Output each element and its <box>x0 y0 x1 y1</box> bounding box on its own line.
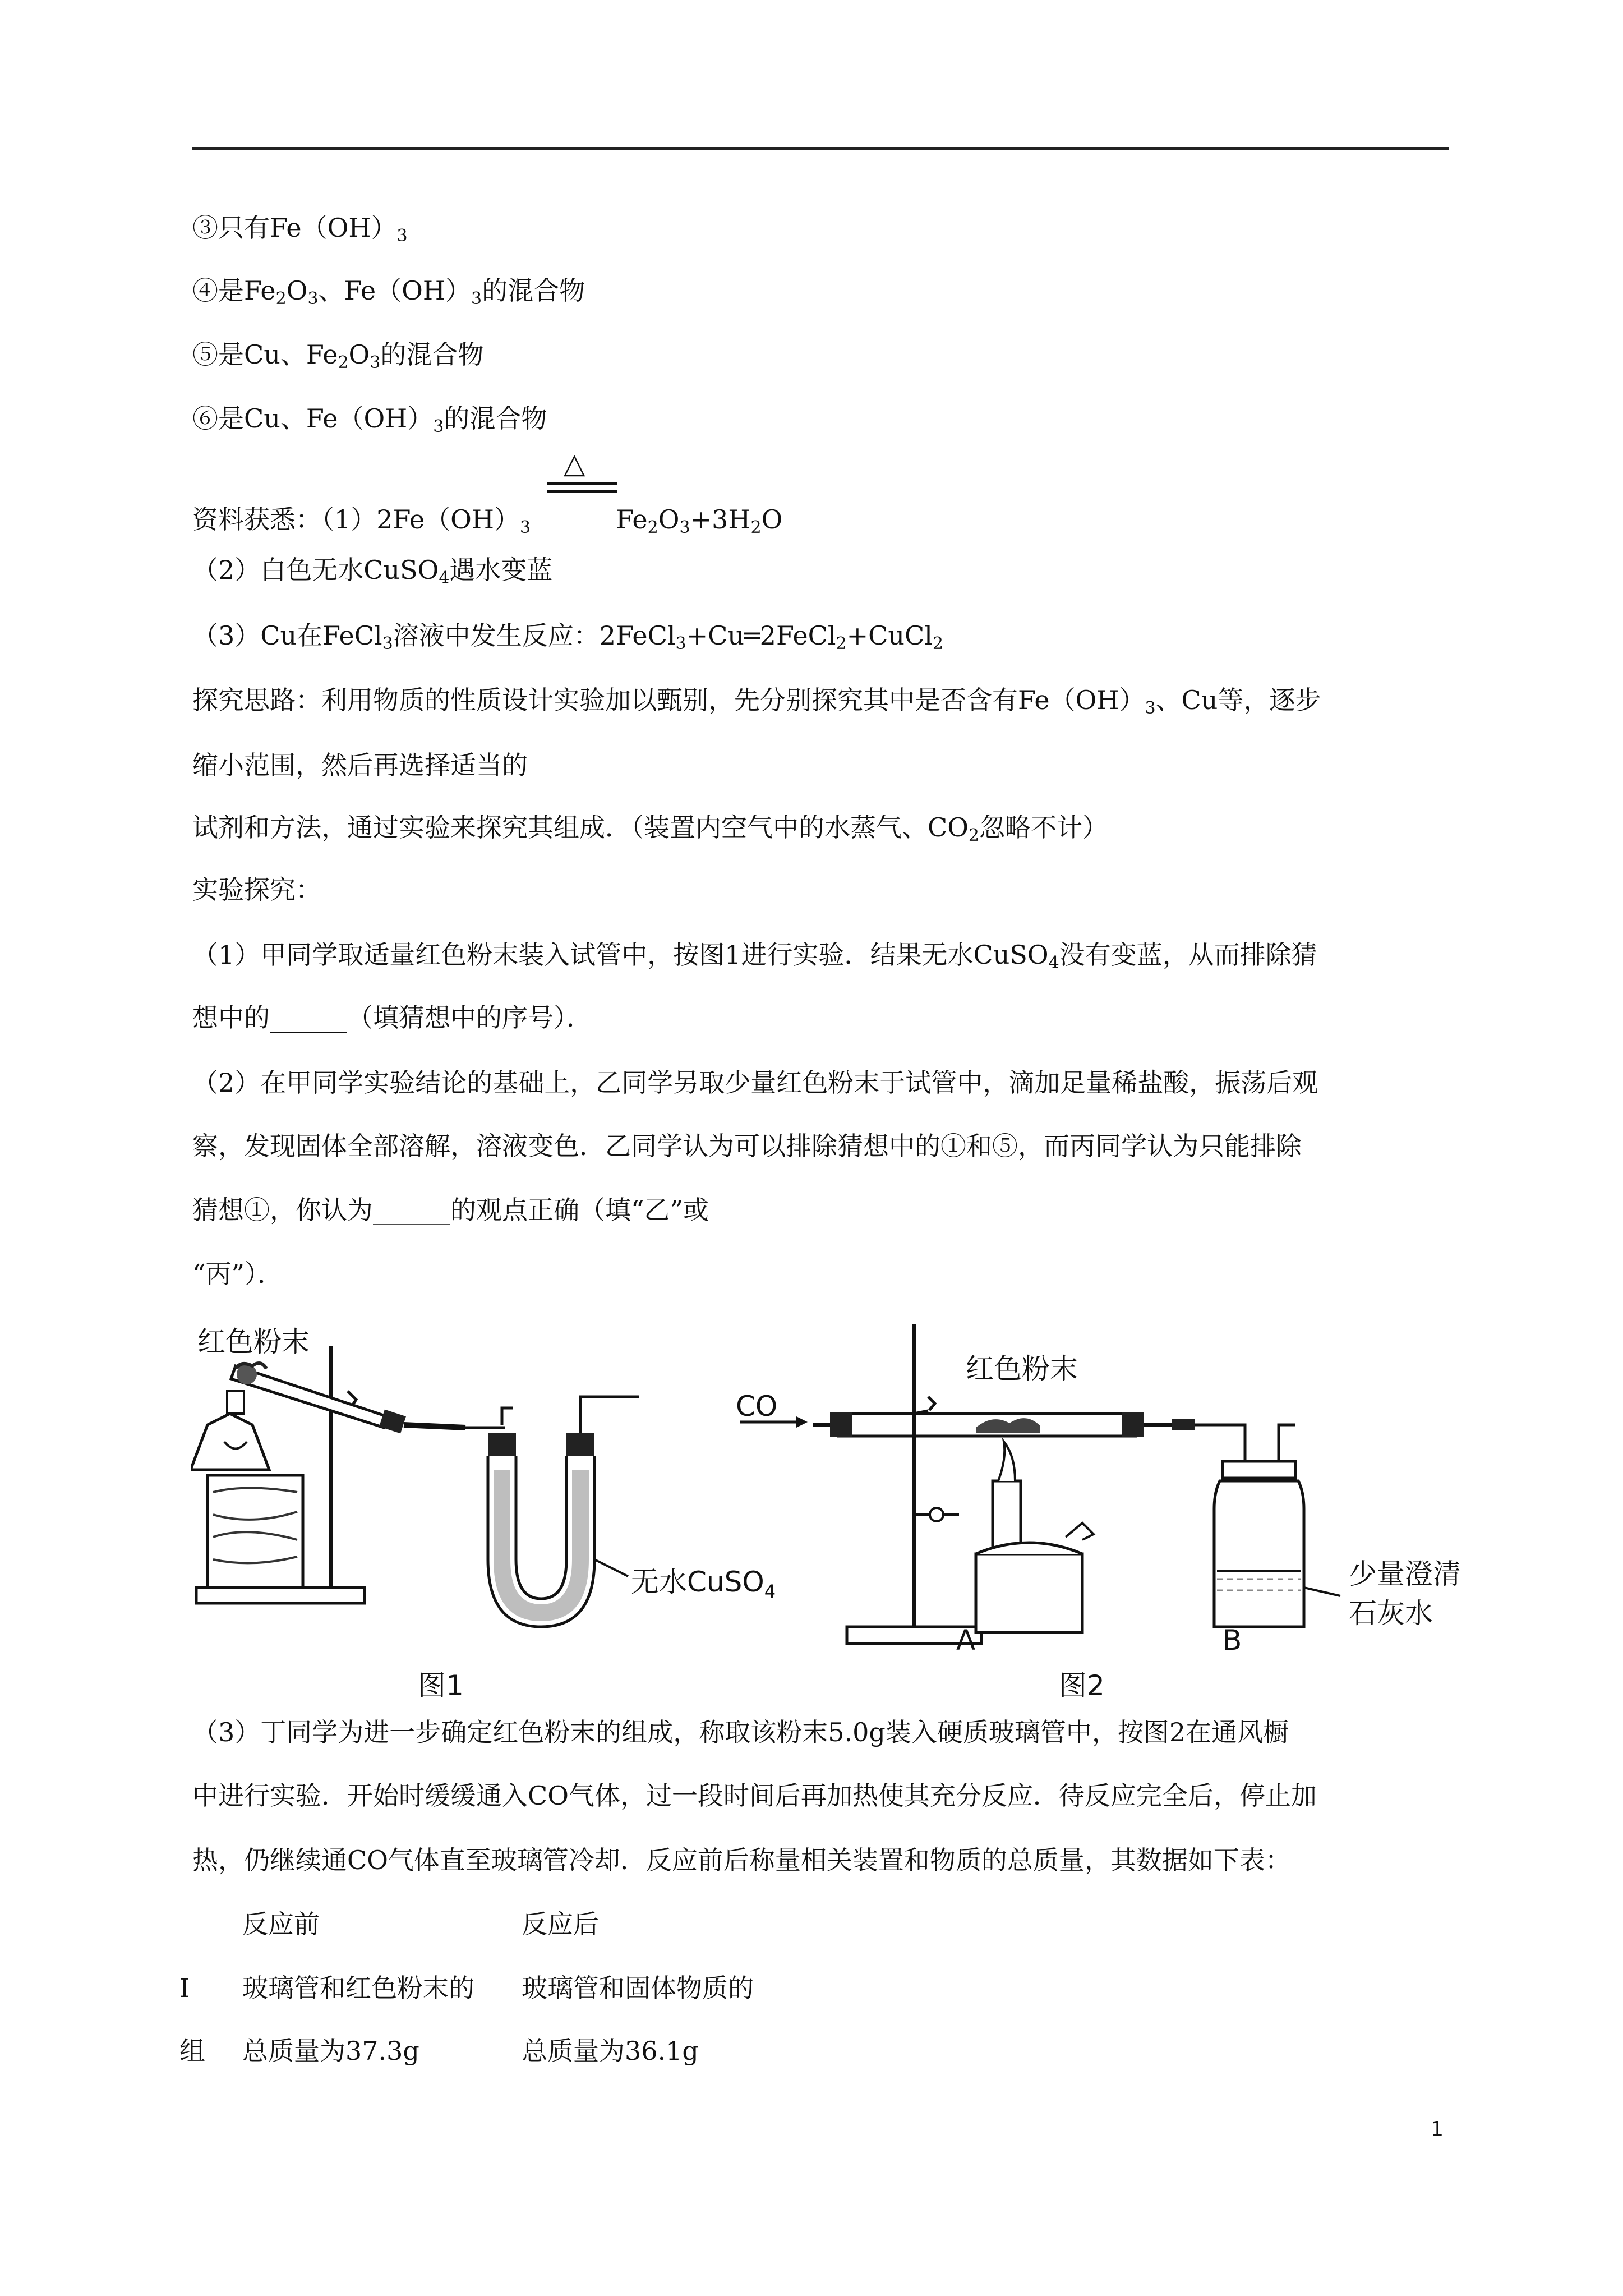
experiment-heading: 实验探究： <box>192 875 321 905</box>
figure-2-label-a: A <box>956 1624 976 1657</box>
strategy-line-2: 缩小范围，然后再选择适当的 <box>192 750 528 780</box>
reference-2: （2）白色无水CuSO$_4$遇水变蓝 <box>192 555 553 588</box>
experiment-2-line-4: “丙”）． <box>192 1259 284 1289</box>
table-cell-before-1: 玻璃管和红色粉末的 <box>242 1973 474 2003</box>
table-row-label-2: 组 <box>179 2036 205 2066</box>
hypothesis-4: ④是$Fe_2O_3$、$Fe(OH)_3$的混合物 <box>192 275 585 309</box>
table-row-label-1: Ⅰ <box>179 1973 190 2003</box>
experiment-1-line-2: 想中的______（填猜想中的序号）． <box>192 1002 592 1033</box>
table-cell-after-2: 总质量为36.1g <box>522 2036 699 2066</box>
reference-1-products: $Fe_2O_3+3H_2O$ <box>616 504 783 537</box>
figure-1-powder-label: 红色粉末 <box>197 1326 310 1358</box>
table-cell-before-2: 总质量为37.3g <box>242 2036 419 2066</box>
table-header-before: 反应前 <box>242 1909 320 1939</box>
header-rule <box>192 147 1449 150</box>
figure-2-label-b: B <box>1223 1624 1242 1657</box>
reference-3: （3）Cu在FeCl$_3$溶液中发生反应：2FeCl$_3$+Cu═2FeCl$_2$+CuCl$_2$ <box>192 620 943 654</box>
heat-symbol: △ <box>564 447 585 480</box>
figure-2-powder-label: 红色粉末 <box>966 1352 1078 1385</box>
hypothesis-3: ③只有$Fe(OH)_3$ <box>192 213 408 246</box>
figure-2-limewater-label-1: 少量澄清 <box>1349 1558 1461 1590</box>
experiment-2-line-2: 察，发现固体全部溶解，溶液变色．乙同学认为可以排除猜想中的①和⑤，而丙同学认为只能排除 <box>192 1131 1302 1161</box>
experiment-3-line-3: 热，仍继续通CO气体直至玻璃管冷却．反应前后称量相关装置和物质的总质量，其数据如下表： <box>192 1845 1291 1875</box>
figure-1-apparatus <box>191 1313 695 1649</box>
hypothesis-5: ⑤是Cu、$Fe_2O_3$的混合物 <box>192 339 484 372</box>
strategy-line-3: 试剂和方法，通过实验来探究其组成．（装置内空气中的水蒸气、$CO_2$忽略不计） <box>192 812 1109 845</box>
experiment-2-line-3: 猜想①，你认为______的观点正确（填“乙”或 <box>192 1195 709 1225</box>
figure-2-co-label: CO <box>736 1390 778 1423</box>
figure-2-limewater-label-2: 石灰水 <box>1349 1597 1433 1630</box>
figure-1-caption: 图1 <box>418 1669 464 1702</box>
equals-bars <box>547 481 620 495</box>
experiment-1-line-1: （1）甲同学取适量红色粉末装入试管中，按图1进行实验．结果无水CuSO$_4$没有变蓝，从而排除猜 <box>192 940 1317 973</box>
figure-2-caption: 图2 <box>1059 1669 1105 1702</box>
page-number: 1 <box>1431 2118 1444 2141</box>
reference-1: 资料获悉：$(1)2Fe(OH)_3$ <box>192 504 531 537</box>
table-cell-after-1: 玻璃管和固体物质的 <box>522 1973 754 2003</box>
experiment-3-line-2: 中进行实验．开始时缓缓通入CO气体，过一段时间后再加热使其充分反应．待反应完全后，停止加 <box>192 1780 1317 1811</box>
table-header-after: 反应后 <box>522 1909 599 1939</box>
hypothesis-6: ⑥是Cu、$Fe(OH)_3$的混合物 <box>192 403 547 436</box>
figure-1-cuso4-label: 无水CuSO$_4$ <box>631 1566 776 1602</box>
strategy-line-1: 探究思路：利用物质的性质设计实验加以甄别，先分别探究其中是否含有$Fe(OH)_3$、Cu等，逐步 <box>192 685 1321 718</box>
experiment-2-line-1: （2）在甲同学实验结论的基础上，乙同学另取少量红色粉末于试管中，滴加足量稀盐酸，振荡后观 <box>192 1068 1318 1098</box>
experiment-3-line-1: （3）丁同学为进一步确定红色粉末的组成，称取该粉末5.0g装入硬质玻璃管中，按图2在通风橱 <box>192 1717 1289 1747</box>
